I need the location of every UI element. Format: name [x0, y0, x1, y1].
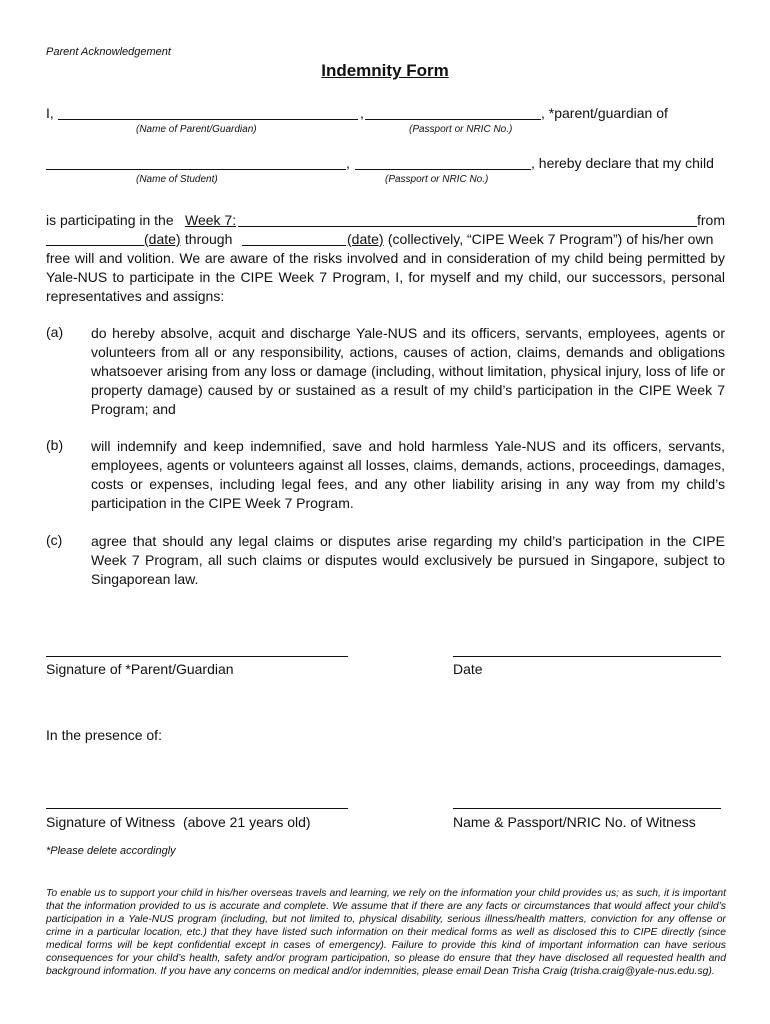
line2-suffix: , hereby declare that my child	[531, 155, 714, 171]
student-id-field[interactable]	[355, 169, 531, 170]
line1-prefix: I,	[46, 105, 54, 121]
program-field[interactable]	[238, 226, 697, 227]
parent-name-field[interactable]	[58, 119, 358, 120]
date-field[interactable]	[453, 656, 721, 657]
end-date-field[interactable]	[242, 245, 346, 246]
parent-signature-field[interactable]	[46, 656, 348, 657]
caption-student-name: (Name of Student)	[136, 174, 218, 185]
witness-signature-field[interactable]	[46, 808, 348, 809]
clause-c-label: (c)	[46, 532, 63, 548]
page-title: Indemnity Form	[321, 61, 449, 80]
start-date-field[interactable]	[46, 245, 144, 246]
clause-a-label: (a)	[46, 324, 64, 340]
parent-signature-label: Signature of *Parent/Guardian	[46, 661, 234, 677]
intro-line4: Yale-NUS to participate in the CIPE Week 7 Program, I, for myself and my child, our successors, personal	[46, 269, 725, 285]
clause-a-text: do hereby absolve, acquit and discharge Yale-NUS and its officers, servants, employees, agents or volunteers from all or any responsibility, actions, causes of action, claims, demands and obligations whatsoever arising from any loss or damage (including, without limitation, physical injury, loss of life or property damage) caused by or sustained as a result of my child’s participation in the CIPE Week 7 Program; and	[91, 325, 725, 417]
parent-id-field[interactable]	[365, 119, 541, 120]
clause-b-text: will indemnify and keep indemnified, save and hold harmless Yale-NUS and its officers, servants, employees, agents or volunteers against all losses, claims, demands, actions, proceedings, damages, costs or expenses, including legal fees, and any other liability arising in any way from my child’s participation in the CIPE Week 7 Program.	[91, 438, 725, 511]
date2-label: (date)	[347, 231, 384, 247]
intro-line2-rest: (collectively, “CIPE Week 7 Program”) of his/her own	[384, 231, 714, 247]
student-name-field[interactable]	[46, 169, 346, 170]
witness-id-field[interactable]	[453, 808, 721, 809]
header-note: Parent Acknowledgement	[46, 46, 171, 58]
date1-label: (date)	[144, 231, 181, 247]
presence-label: In the presence of:	[46, 727, 162, 743]
intro-line1-a: is participating in the	[46, 212, 174, 228]
date-label: Date	[453, 661, 483, 677]
caption-student-id: (Passport or NRIC No.)	[385, 174, 489, 185]
caption-parent-name: (Name of Parent/Guardian)	[136, 124, 257, 135]
witness-id-label: Name & Passport/NRIC No. of Witness	[453, 814, 696, 830]
clause-c-text: agree that should any legal claims or disputes arise regarding my child’s participation in the CIPE Week 7 Program, all such claims or disputes would exclusively be pursued in Singapore, subject to Singaporean law.	[91, 533, 725, 587]
clause-b-label: (b)	[46, 437, 64, 453]
intro-from: from	[697, 212, 725, 228]
footer-note: To enable us to support your child in his/her overseas travels and learning, we rely on the information your child provides us; as such, it is important that the information provided to us is accurate and complete. We assume that if there are any facts or circumstances that would affect your child’s participation in a Yale-NUS program (including, but not limited to, physical disability, serious illness/health matters, conviction for any offense or crime in a particular location, etc.) that they have listed such information on their medical forms as well as disclosed this to CIPE directly (since medical forms will be kept confidential except in cases of emergency). Failure to provide this kind of important information can have serious consequences for your child’s health, safety and/or program participation, so please do ensure that they have disclosed all requested health and background information. If you have any concerns on medical and/or indemnities, please email Dean Trisha Craig (trisha.craig@yale-nus.edu.sg).	[46, 888, 726, 977]
delete-note: *Please delete accordingly	[46, 845, 176, 857]
intro-line3: free will and volition. We are aware of the risks involved and in consideration of my child being permitted by	[46, 250, 725, 266]
program-name: Week 7:	[185, 212, 237, 228]
line1-suffix: , *parent/guardian of	[541, 105, 668, 121]
line1-comma: ,	[360, 105, 364, 121]
through-label: through	[181, 231, 237, 247]
caption-parent-id: (Passport or NRIC No.)	[409, 124, 513, 135]
intro-line5: representatives and assigns:	[46, 288, 225, 304]
line2-comma: ,	[346, 155, 350, 171]
witness-signature-label: Signature of Witness (above 21 years old)	[46, 814, 311, 830]
